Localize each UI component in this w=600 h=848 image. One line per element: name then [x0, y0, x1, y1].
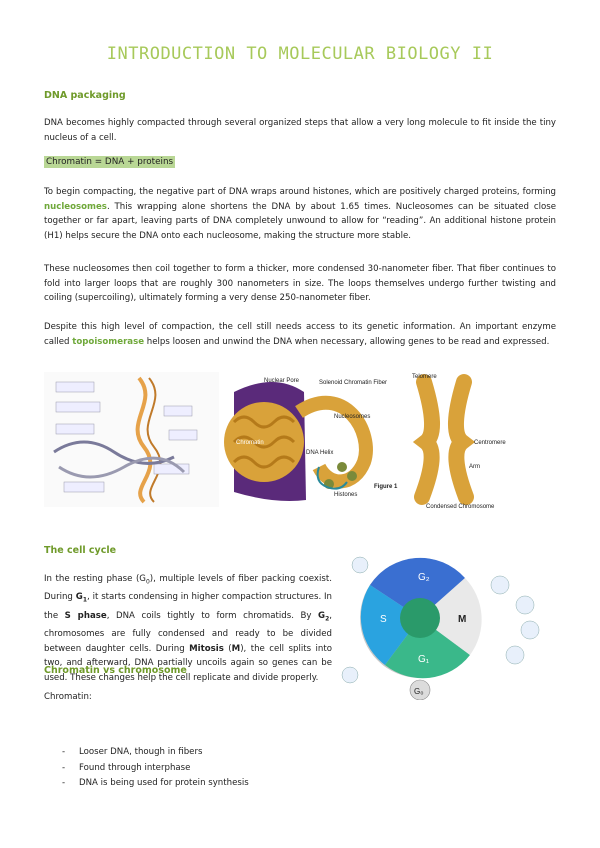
p3-text-a: Despite this high level of compaction, the cell still needs access to its genetic information. An important enzyme called: [44, 322, 556, 347]
chromatin-subheading: Chromatin:: [44, 692, 92, 702]
cc-s-phase: S phase: [64, 610, 107, 621]
nucleosomes-term: nucleosomes: [44, 201, 107, 212]
cc-text-d: , DNA coils tightly to form chromatids. By: [106, 610, 319, 621]
p3-text-b: helps loosen and unwind the DNA when necessary, allowing genes to be read and expressed.: [144, 336, 550, 347]
intro-paragraph: DNA becomes highly compacted through several organized steps that allow a very long molecule to fit inside the tiny nucleus of a cell.: [44, 118, 556, 143]
p1-text-b: . This wrapping alone shortens the DNA by about 1.65 times. Nucleosomes can be situated close together or far apart, leaving parts of DNA completely unwound to allow for “reading”. An additional histone protein (H1) helps secure the DNA onto each nucleosome, making the structure more stable.: [44, 201, 556, 241]
label-arm: Arm: [469, 464, 480, 470]
packaging-schematic: [44, 372, 219, 507]
label-condensed: Condensed Chromosome: [426, 504, 495, 510]
cc-text-g: ), the cell splits into two, and afterward, DNA partially uncoils again so genes can be used. These changes help the cell replicate and divide properly.: [44, 643, 332, 683]
label-centromere: Centromere: [474, 440, 506, 446]
label-chromatin: Chromatin: [236, 440, 264, 446]
label-g0: G₀: [414, 687, 424, 696]
label-histones: Histones: [334, 492, 358, 498]
chromosome-illustration: [412, 374, 506, 510]
list-item: - Found through interphase: [62, 761, 249, 777]
label-telomere: Telomere: [412, 374, 437, 380]
label-m: M: [458, 614, 467, 625]
cc-text-e: , chromosomes are fully condensed and ready to be divided between daughter cells. During: [44, 610, 332, 654]
list-item: - DNA is being used for protein synthesis: [62, 776, 249, 792]
list-item: - Looser DNA, though in fibers: [62, 745, 249, 761]
cc-mitosis: Mitosis: [189, 643, 224, 654]
label-solenoid: Solenoid Chromatin Fiber: [319, 380, 388, 386]
chromatin-list: [62, 745, 249, 792]
label-nucleosomes: Nucleosomes: [334, 414, 371, 420]
cc-text-a: In the resting phase (G: [44, 574, 146, 584]
label-nuclear-pore: Nuclear Pore: [264, 378, 300, 384]
cell-cycle-diagram: [340, 550, 570, 700]
dna-packaging-figure: [44, 372, 564, 512]
cc-g2: G: [318, 610, 326, 621]
cc-g1: G: [75, 592, 83, 603]
topoisomerase-paragraph: [44, 320, 556, 349]
label-g2: G₂: [418, 572, 430, 583]
nucleus-illustration: [224, 378, 398, 501]
cc-m: M: [231, 643, 241, 654]
fiber-paragraph: These nucleosomes then coil together to form a thicker, more condensed 30-nanometer fiber. That fiber continues to fold into larger loops that are roughly 300 nanometers in size. The loops themselves undergo further twisting and coiling (supercoiling), ultimately forming a very dense 250-nanometer fiber.: [44, 264, 556, 303]
cc-g2-sub: 2: [325, 615, 330, 623]
label-dna-helix: DNA Helix: [306, 450, 334, 456]
section-heading-chromatin-vs: Chromatin vs chromosome: [44, 665, 187, 676]
cc-sub-0: 0: [145, 578, 150, 586]
chromatin-highlight: Chromatin = DNA + proteins: [46, 157, 174, 167]
p1-text-a: To begin compacting, the negative part of DNA wraps around histones, which are positively charged proteins, forming: [44, 187, 556, 197]
cc-text-b: ), multiple levels of fiber packing coexist. During: [44, 574, 332, 603]
section-heading-cell-cycle: The cell cycle: [44, 545, 117, 556]
topoisomerase-term: topoisomerase: [72, 336, 145, 347]
nucleosome-paragraph: [44, 185, 556, 243]
cycle-center: [400, 598, 440, 638]
page-title: INTRODUCTION TO MOLECULAR BIOLOGY II: [106, 44, 494, 64]
label-s: S: [380, 614, 387, 625]
cc-g1-sub: 1: [82, 597, 87, 605]
label-g1: G₁: [418, 654, 430, 665]
cc-text-f: (: [223, 643, 232, 654]
cc-text-c: , it starts condensing in higher compaction structures. In the: [44, 592, 333, 621]
label-figure1: Figure 1: [374, 484, 398, 490]
section-heading-dna-packaging: DNA packaging: [44, 90, 126, 101]
